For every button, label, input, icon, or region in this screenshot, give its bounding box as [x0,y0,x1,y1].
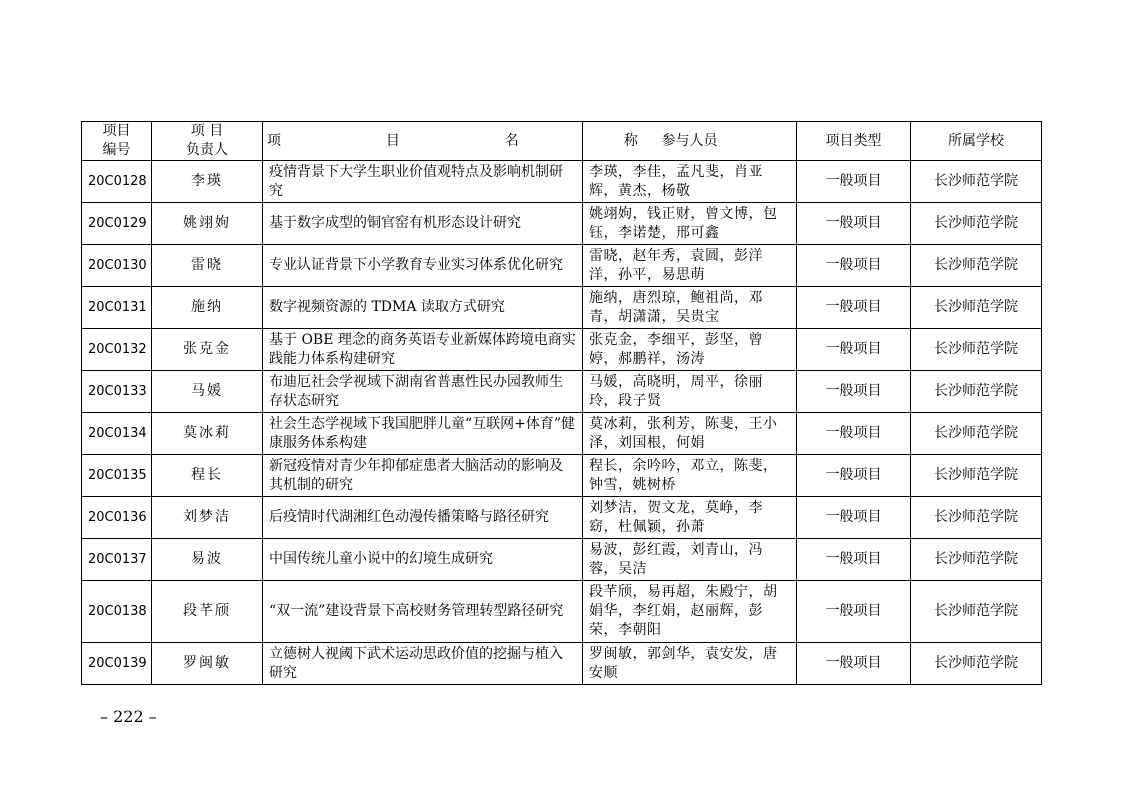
cell-project-leader: 李瑛 [152,161,263,203]
cell-school: 长沙师范学院 [911,287,1042,329]
header-school: 所属学校 [911,122,1042,161]
cell-participants: 易波，彭红霞，刘青山，冯蓉，吴洁 [583,539,797,581]
project-table [81,121,1042,685]
header-project-leader: 项 目 负责人 [152,122,263,161]
cell-project-leader: 姚翊姁 [152,203,263,245]
cell-participants: 施纳，唐烈琼，鲍祖尚，邓青，胡潇潇，吴贵宝 [583,287,797,329]
cell-project-code: 20C0131 [82,287,152,329]
cell-project-type: 一般项目 [797,413,911,455]
cell-project-code: 20C0138 [82,581,152,643]
cell-participants: 程长，余吟吟，邓立，陈斐，钟雪，姚树桥 [583,455,797,497]
cell-participants: 张克金，李细平，彭坚，曾婷，郝鹏祥，汤涛 [583,329,797,371]
cell-project-name: 专业认证背景下小学教育专业实习体系优化研究 [263,245,583,287]
cell-participants: 雷晓，赵年秀，袁圆，彭洋洋，孙平，易思萌 [583,245,797,287]
cell-project-name: 新冠疫情对青少年抑郁症患者大脑活动的影响及其机制的研究 [263,455,583,497]
cell-project-leader: 莫冰莉 [152,413,263,455]
cell-project-code: 20C0136 [82,497,152,539]
cell-project-type: 一般项目 [797,455,911,497]
cell-project-leader: 雷晓 [152,245,263,287]
cell-project-code: 20C0132 [82,329,152,371]
table-row [82,161,1042,203]
cell-project-type: 一般项目 [797,329,911,371]
cell-project-leader: 程长 [152,455,263,497]
cell-school: 长沙师范学院 [911,413,1042,455]
cell-project-leader: 施纳 [152,287,263,329]
table-row [82,539,1042,581]
table-row [82,455,1042,497]
cell-participants: 罗闽敏，郭剑华，袁安发，唐安顺 [583,643,797,685]
table-body [82,161,1042,685]
header-project-code: 项目 编号 [82,122,152,161]
cell-project-name: 基于数字成型的铜官窑有机形态设计研究 [263,203,583,245]
cell-project-type: 一般项目 [797,161,911,203]
cell-project-type: 一般项目 [797,203,911,245]
cell-project-code: 20C0129 [82,203,152,245]
table-row [82,371,1042,413]
cell-project-code: 20C0139 [82,643,152,685]
cell-school: 长沙师范学院 [911,539,1042,581]
cell-participants: 姚翊姁，钱正财，曾文博，包钰，李诺楚，邢可鑫 [583,203,797,245]
cell-project-leader: 马媛 [152,371,263,413]
cell-school: 长沙师范学院 [911,245,1042,287]
cell-project-name: 立德树人视阈下武术运动思政价值的挖掘与植入研究 [263,643,583,685]
cell-project-type: 一般项目 [797,581,911,643]
cell-participants: 刘梦洁，贺文龙，莫峥，李窈，杜佩颖，孙萧 [583,497,797,539]
cell-project-name: 数字视频资源的 TDMA 读取方式研究 [263,287,583,329]
table-row [82,287,1042,329]
header-project-type: 项目类型 [797,122,911,161]
cell-project-name: 社会生态学视域下我国肥胖儿童“互联网+体育”健康服务体系构建 [263,413,583,455]
cell-project-code: 20C0135 [82,455,152,497]
page-number: – 222 – [100,707,157,726]
cell-project-leader: 罗闽敏 [152,643,263,685]
table-row [82,413,1042,455]
cell-project-type: 一般项目 [797,371,911,413]
cell-project-name: 布迪厄社会学视域下湖南省普惠性民办园教师生存状态研究 [263,371,583,413]
table-row [82,497,1042,539]
cell-project-type: 一般项目 [797,539,911,581]
cell-project-name: 疫情背景下大学生职业价值观特点及影响机制研究 [263,161,583,203]
cell-project-type: 一般项目 [797,497,911,539]
cell-school: 长沙师范学院 [911,161,1042,203]
cell-project-leader: 段芊颀 [152,581,263,643]
table-row [82,203,1042,245]
cell-school: 长沙师范学院 [911,581,1042,643]
cell-project-name: 基于 OBE 理念的商务英语专业新媒体跨境电商实践能力体系构建研究 [263,329,583,371]
cell-project-type: 一般项目 [797,287,911,329]
cell-participants: 段芊颀，易再超，朱殿宁，胡娟华，李红娟，赵丽辉，彭荣，李朝阳 [583,581,797,643]
table-row [82,329,1042,371]
cell-project-name: “双一流”建设背景下高校财务管理转型路径研究 [263,581,583,643]
cell-project-type: 一般项目 [797,643,911,685]
cell-school: 长沙师范学院 [911,643,1042,685]
table-header [82,122,1042,161]
cell-project-leader: 刘梦洁 [152,497,263,539]
cell-school: 长沙师范学院 [911,329,1042,371]
cell-school: 长沙师范学院 [911,371,1042,413]
cell-project-code: 20C0137 [82,539,152,581]
cell-project-leader: 易波 [152,539,263,581]
header-participants: 参与人员 [583,122,797,161]
cell-participants: 莫冰莉，张利芳，陈斐，王小泽，刘国根，何娟 [583,413,797,455]
cell-project-code: 20C0128 [82,161,152,203]
cell-school: 长沙师范学院 [911,203,1042,245]
table-row [82,643,1042,685]
header-project-name: 项 目 名 称 [263,122,583,161]
cell-project-type: 一般项目 [797,245,911,287]
table-row [82,245,1042,287]
cell-project-name: 中国传统儿童小说中的幻境生成研究 [263,539,583,581]
cell-project-name: 后疫情时代湖湘红色动漫传播策略与路径研究 [263,497,583,539]
cell-participants: 李瑛，李佳，孟凡斐，肖亚辉，黄杰，杨敬 [583,161,797,203]
table-row [82,581,1042,643]
cell-project-code: 20C0130 [82,245,152,287]
header-row [82,122,1042,161]
cell-school: 长沙师范学院 [911,497,1042,539]
cell-school: 长沙师范学院 [911,455,1042,497]
cell-project-leader: 张克金 [152,329,263,371]
cell-project-code: 20C0134 [82,413,152,455]
cell-project-code: 20C0133 [82,371,152,413]
cell-participants: 马媛，高晓明，周平，徐丽玲，段子贤 [583,371,797,413]
